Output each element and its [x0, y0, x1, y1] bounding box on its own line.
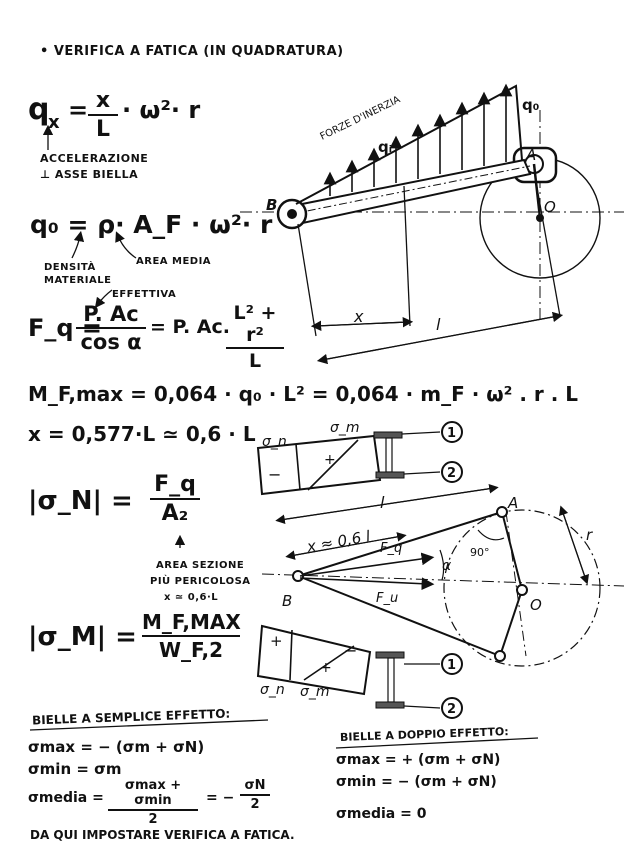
- diagram-inertia-forces: [240, 86, 624, 360]
- force-fu-label: F_u: [376, 591, 399, 606]
- dim-l-label: l: [436, 315, 441, 334]
- eq3-mid: = P. Ac.: [150, 316, 230, 338]
- eq7-num: M_F,MAX: [142, 610, 241, 634]
- left-line-3-lhs: σmedia =: [28, 790, 104, 806]
- sigma-n-top: σ_n: [262, 434, 287, 450]
- left-line-3-fraction2: [240, 778, 270, 812]
- force-fq-label: F_q: [380, 541, 403, 556]
- left-line-2: σmin = σm: [28, 760, 122, 778]
- marker-1-bottom: 1: [447, 658, 457, 673]
- x-approx-label: x ≈ 0,6 l: [305, 527, 372, 556]
- radius-r-label: r: [586, 526, 593, 544]
- point-o2-label: O: [530, 596, 542, 614]
- eq3-lhs: F_q =: [28, 314, 103, 342]
- point-o-label: O: [544, 198, 556, 216]
- note-area-media: AREA MEDIA: [136, 256, 212, 267]
- right-line-3: σmedia = 0: [336, 806, 427, 822]
- eq7-lhs: |σ_M| =: [28, 622, 137, 652]
- left-line-3-bar2: [240, 794, 270, 796]
- qi-label: qᵢ: [378, 138, 393, 156]
- note-area2-line1: AREA SEZIONE: [156, 560, 245, 571]
- plus-bottom-mid: +: [320, 660, 332, 676]
- note-effettiva: EFFETTIVA: [112, 289, 177, 300]
- eq1-lhs-sub: x: [48, 112, 60, 133]
- minus-top: −: [268, 465, 282, 484]
- note-area2-line2: PIÙ PERICOLOSA: [150, 576, 251, 587]
- left-line-3-eq: = −: [206, 790, 235, 806]
- eq1-rest: · ω²· r: [122, 96, 201, 124]
- right-line-1: σmax = + (σm + σN): [336, 752, 501, 768]
- eq6-num: F_q: [154, 472, 196, 497]
- point-a-label: A: [526, 146, 537, 164]
- minus-bottom: −: [344, 641, 358, 660]
- left-heading: BIELLE A SEMPLICE EFFETTO:: [31, 706, 231, 728]
- eq1-den: L: [95, 117, 111, 142]
- dim-l2-label: l: [380, 493, 385, 512]
- eq1-lhs: q: [28, 92, 50, 127]
- sigma-m-bottom: σ_m: [300, 684, 330, 700]
- right-line-2: σmin = − (σm + σN): [336, 774, 497, 790]
- marker-2-bottom: 2: [447, 702, 457, 717]
- q0-label: q₀: [522, 96, 540, 114]
- forze-inerzia-label: FORZE D'INERZIA: [318, 94, 403, 143]
- marker-2-top: 2: [447, 466, 457, 481]
- eq6-lhs: |σ_N| =: [28, 486, 133, 516]
- plus-top: +: [324, 452, 336, 468]
- left-line-1: σmax = − (σm + σN): [28, 738, 205, 756]
- eq4: M_F,max = 0,064 · q₀ · L² = 0,064 · m_F · ω² . r . L: [28, 382, 579, 406]
- eq6-den: A₂: [161, 501, 189, 526]
- left-line-3-num: σmax + σmin: [124, 778, 182, 808]
- eq3-sqrt-num: L² + r²: [233, 302, 277, 346]
- point-b2-label: B: [282, 592, 293, 610]
- eq1-num: x: [95, 88, 111, 113]
- note-acc-line2: ⊥ ASSE BIELLA: [40, 168, 139, 181]
- annotation-arrows: [48, 130, 180, 548]
- eq3-den: cos α: [80, 330, 142, 354]
- plus-bottom-left: +: [270, 632, 283, 650]
- eq5: x = 0,577·L ≃ 0,6 · L: [28, 422, 256, 446]
- sigma-n-bottom: σ_n: [260, 682, 285, 698]
- eq2: q₀ = ρ· A_F · ω²· r: [30, 210, 273, 239]
- left-line-3-bar: [108, 809, 198, 811]
- point-b-label: B: [266, 196, 278, 214]
- note-acc-line1: ACCELERAZIONE: [40, 152, 149, 165]
- note-density-line2: MATERIALE: [44, 275, 112, 286]
- note-area2-line3: x ≃ 0,6·L: [164, 592, 219, 603]
- left-line-3-num2: σN: [244, 778, 266, 793]
- left-line-3-den2: 2: [250, 797, 260, 812]
- dim-x-label: x: [354, 307, 364, 326]
- angle-90-label: 90°: [470, 546, 490, 559]
- eq7-den: W_F,2: [158, 638, 224, 662]
- left-line-3-fraction: [108, 778, 198, 827]
- diagram-quadrature: [258, 420, 624, 718]
- sigma-m-top: σ_m: [330, 420, 360, 436]
- eq3-sqrt-den: L: [248, 350, 262, 372]
- page-title: • VERIFICA A FATICA (IN QUADRATURA): [40, 44, 344, 59]
- right-heading: BIELLE A DOPPIO EFFETTO:: [339, 725, 509, 744]
- eq1-equals: =: [68, 96, 89, 124]
- left-line-3-den: 2: [148, 812, 158, 827]
- marker-1-top: 1: [447, 426, 457, 441]
- alpha-label: α: [442, 558, 452, 574]
- note-density-line1: DENSITÀ: [44, 262, 96, 273]
- eq3-num: P. Ac: [83, 302, 139, 326]
- footer-note: DA QUI IMPOSTARE VERIFICA A FATICA.: [30, 828, 295, 842]
- point-a2-label: A: [508, 494, 519, 512]
